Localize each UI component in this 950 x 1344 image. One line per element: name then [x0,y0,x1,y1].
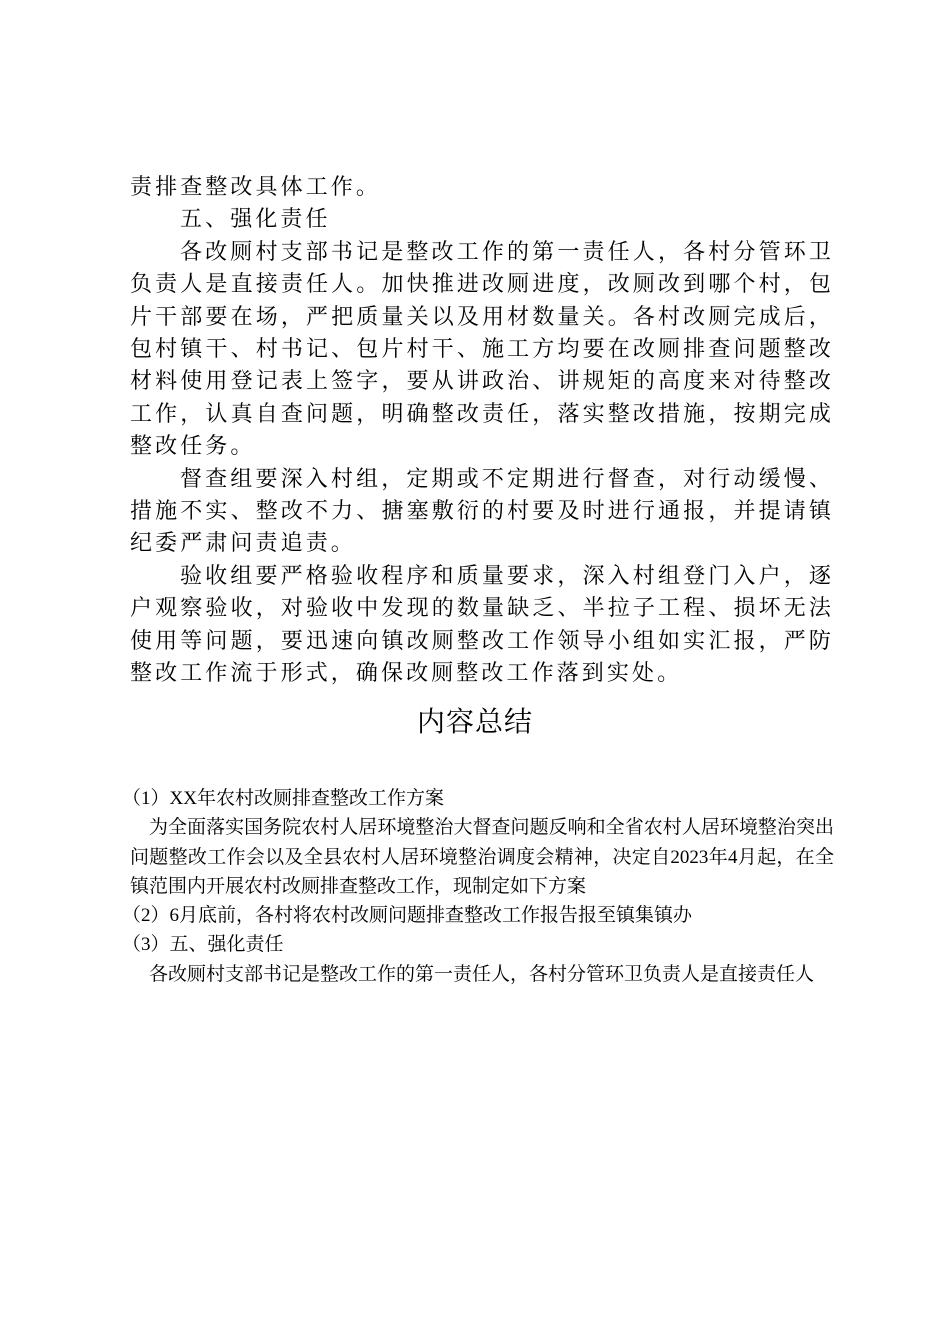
paragraph-inspection-group: 督查组要深入村组，定期或不定期进行督查，对行动缓慢、措施不实、整改不力、搪塞敷衍的村要及时进行通报，并提请镇纪委严肃问责追责。 [130,466,834,557]
main-text-block [130,172,834,691]
summary-item-1-heading: （1）XX年农村改厕排查整改工作方案 [122,788,444,809]
paragraph-continuation: 责排查整改具体工作。 [130,175,382,200]
summary-block [122,784,834,989]
summary-item-3-heading: （3）五、强化责任 [122,934,284,956]
summary-title: 内容总结 [416,705,533,738]
paragraph-acceptance-group: 验收组要严格验收程序和质量要求，深入村组登门入户，逐户观察验收，对验收中发现的数量缺乏、半拉子工程、损坏无法使用等问题，要迅速向镇改厕整改工作领导小组如实汇报，严防整改工作流于形式，确保改厕整改工作落到实处。 [130,563,834,687]
section-heading: 五、强化责任 [180,207,331,233]
summary-item-2-heading: （2）6月底前，各村将农村改厕问题排查整改工作报告报至镇集镇办 [122,905,693,927]
paragraph-responsibility: 各改厕村支部书记是整改工作的第一责任人，各村分管环卫负责人是直接责任人。加快推进改厕进度，改厕改到哪个村，包片干部要在场，严把质量关以及用材数量关。各村改厕完成后，包村镇干、村书记、包片村干、施工方均要在改厕排查问题整改材料使用登记表上签字，要从讲政治、讲规矩的高度来对待整改工作，认真自查问题，明确整改责任，落实整改措施，按期完成整改任务。 [130,239,834,460]
summary-item-1-body: 为全面落实国务院农村人居环境整治大督查问题反响和全省农村人居环境整治突出问题整改工作会以及全县农村人居环境整治调度会精神，决定自2023年4月起，在全镇范围内开展农村改厕排查整改工作，现制定如下方案 [130,817,834,897]
summary-item-3-body: 各改厕村支部书记是整改工作的第一责任人，各村分管环卫负责人是直接责任人 [149,963,815,985]
